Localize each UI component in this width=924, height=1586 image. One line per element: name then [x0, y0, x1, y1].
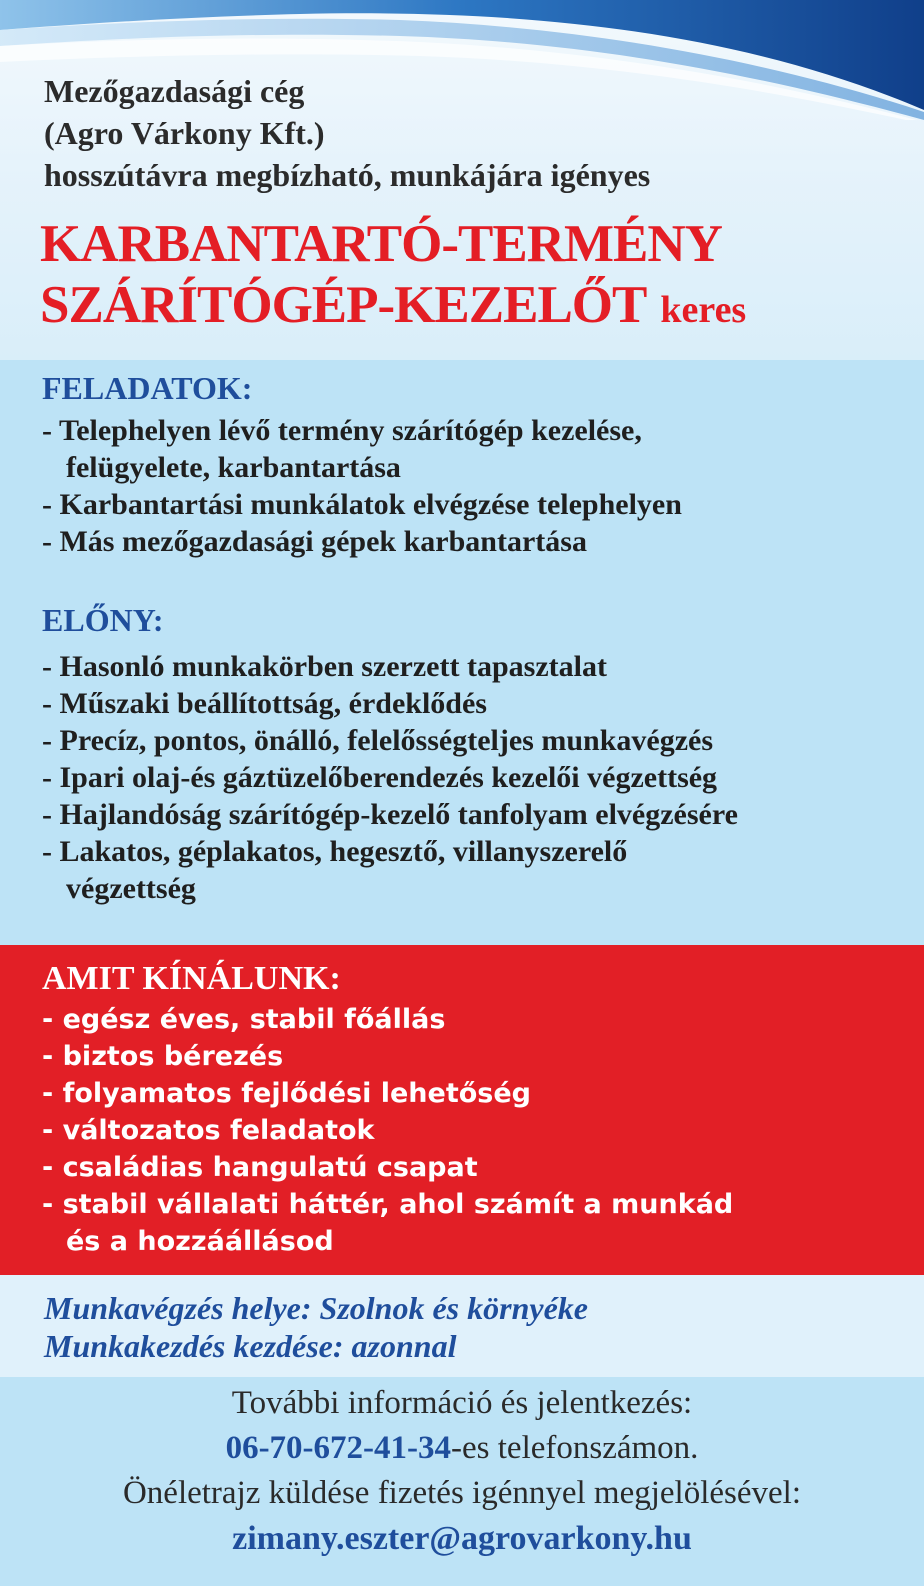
offer-list	[42, 1001, 733, 1260]
list-item	[42, 759, 738, 796]
list-item-continuation: végzettség	[66, 872, 196, 905]
list-item-continuation: felügyelete, karbantartása	[66, 451, 401, 484]
list-item	[42, 523, 682, 560]
phone-suffix: -es telefonszámon.	[451, 1430, 699, 1466]
tasks-block	[42, 368, 682, 560]
list-item-text: - Karbantartási munkálatok elvégzése telephelyen	[42, 488, 682, 521]
list-item	[42, 1186, 733, 1260]
start-date: Munkakezdés kezdése: azonnal	[44, 1328, 457, 1364]
list-item-text: - változatos feladatok	[42, 1115, 375, 1146]
header-section	[0, 0, 924, 360]
email-address[interactable]: zimany.eszter@agrovarkony.hu	[232, 1520, 692, 1557]
list-item-continuation: és a hozzáállásod	[66, 1226, 334, 1257]
work-location: Munkavégzés helye: Szolnok és környéke	[44, 1290, 588, 1326]
list-item-text: - Ipari olaj-és gáztüzelőberendezés kezelői végzettség	[42, 761, 718, 794]
offer-title: AMIT KÍNÁLUNK:	[42, 960, 341, 997]
list-item	[42, 1112, 733, 1149]
list-item-text: - biztos bérezés	[42, 1041, 284, 1072]
contact-section	[0, 1377, 924, 1586]
offer-section	[0, 945, 924, 1275]
tasks-list	[42, 412, 682, 560]
list-item-text: - stabil vállalati háttér, ahol számít a munkád	[42, 1189, 734, 1220]
contact-info: További információ és jelentkezés:	[231, 1385, 693, 1421]
company-type: Mezőgazdasági cég	[44, 73, 305, 109]
list-item	[42, 1038, 733, 1075]
list-item	[42, 1001, 733, 1038]
list-item-text: - Más mezőgazdasági gépek karbantartása	[42, 525, 587, 558]
phone-line	[0, 1426, 924, 1471]
job-title-line2	[40, 274, 910, 341]
cv-instruction: Önéletrajz küldése fizetés igénnyel megjelölésével:	[122, 1475, 802, 1511]
company-description: hosszútávra megbízható, munkájára igényes	[44, 157, 651, 193]
list-item-text: - Műszaki beállítottság, érdeklődés	[42, 687, 487, 720]
job-title-line1: KARBANTARTÓ-TERMÉNY	[40, 215, 722, 273]
phone-number[interactable]: 06-70-672-41-34	[225, 1430, 452, 1466]
list-item	[42, 833, 738, 907]
list-item	[42, 685, 738, 722]
advantages-list	[42, 648, 738, 907]
list-item-text: - Lakatos, géplakatos, hegesztő, villanyszerelő	[42, 835, 628, 868]
list-item	[42, 796, 738, 833]
list-item	[42, 1149, 733, 1186]
list-item-text: - Hasonló munkakörben szerzett tapasztalat	[42, 650, 607, 683]
list-item	[42, 486, 682, 523]
list-item-text: - Precíz, pontos, önálló, felelősségteljes munkavégzés	[42, 724, 714, 757]
requirements-section	[0, 360, 924, 945]
location-block	[44, 1289, 588, 1365]
location-section	[0, 1275, 924, 1377]
list-item-text: - egész éves, stabil főállás	[42, 1004, 446, 1035]
list-item	[42, 412, 682, 486]
advantages-block	[42, 600, 738, 907]
list-item-text: - folyamatos fejlődési lehetőség	[42, 1078, 532, 1109]
list-item	[42, 1075, 733, 1112]
list-item	[42, 648, 738, 685]
offer-block	[42, 959, 733, 1260]
intro-text	[44, 70, 904, 196]
list-item	[42, 722, 738, 759]
job-title-suffix: keres	[660, 289, 747, 331]
list-item-text: - Telephelyen lévő termény szárítógép kezelése,	[42, 414, 642, 447]
job-title	[40, 214, 910, 341]
list-item-text: - családias hangulatú csapat	[42, 1152, 478, 1183]
job-title-line2-text: SZÁRÍTÓGÉP-KEZELŐT	[40, 276, 647, 334]
company-name: (Agro Várkony Kft.)	[44, 115, 325, 151]
advantages-title: ELŐNY:	[42, 602, 164, 638]
tasks-title: FELADATOK:	[42, 370, 253, 406]
list-item-text: - Hajlandóság szárítógép-kezelő tanfolyam elvégzésére	[42, 798, 738, 831]
